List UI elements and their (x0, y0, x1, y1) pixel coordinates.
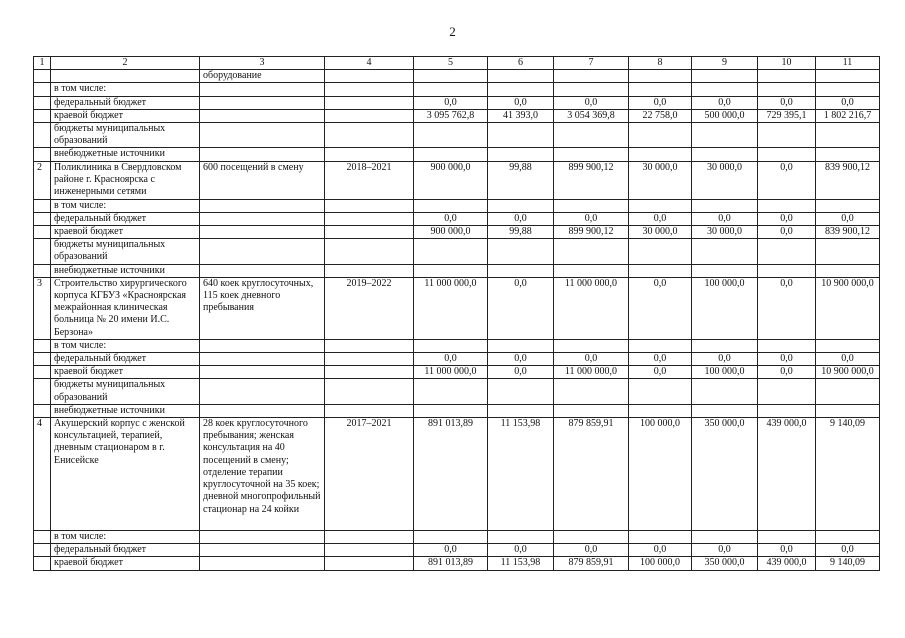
cell-col-6: 41 393,0 (488, 109, 554, 122)
cell-col-7 (554, 199, 629, 212)
cell-col-4 (325, 96, 414, 109)
cell-col-8: 100 000,0 (629, 418, 692, 531)
header-cell: 6 (488, 57, 554, 70)
cell-col-11 (816, 404, 880, 417)
cell-col-8: 0,0 (629, 96, 692, 109)
cell-col-6 (488, 123, 554, 148)
cell-col-10: 729 395,1 (758, 109, 816, 122)
cell-col-11: 10 900 000,0 (816, 277, 880, 339)
cell-col-1 (34, 379, 51, 404)
cell-col-10: 0,0 (758, 544, 816, 557)
cell-col-1 (34, 404, 51, 417)
cell-col-5 (414, 339, 488, 352)
table-header-row (34, 57, 880, 70)
table-row (34, 70, 880, 83)
cell-col-7: 11 000 000,0 (554, 277, 629, 339)
cell-col-6: 99,88 (488, 161, 554, 199)
cell-col-5 (414, 199, 488, 212)
cell-col-8: 30 000,0 (629, 226, 692, 239)
cell-col-8 (629, 199, 692, 212)
cell-col-9: 0,0 (692, 544, 758, 557)
cell-col-6 (488, 264, 554, 277)
header-cell: 5 (414, 57, 488, 70)
header-cell: 11 (816, 57, 880, 70)
table-row (34, 379, 880, 404)
cell-col-2: краевой бюджет (51, 557, 200, 570)
cell-col-8 (629, 531, 692, 544)
cell-col-2: внебюджетные источники (51, 264, 200, 277)
cell-col-2: краевой бюджет (51, 366, 200, 379)
cell-col-1 (34, 531, 51, 544)
cell-col-5: 0,0 (414, 353, 488, 366)
cell-col-11 (816, 123, 880, 148)
cell-col-10 (758, 70, 816, 83)
cell-col-4 (325, 379, 414, 404)
cell-col-11: 1 802 216,7 (816, 109, 880, 122)
cell-col-6: 0,0 (488, 366, 554, 379)
cell-col-7 (554, 404, 629, 417)
cell-col-4 (325, 264, 414, 277)
cell-col-6 (488, 379, 554, 404)
cell-col-10: 0,0 (758, 353, 816, 366)
cell-col-6 (488, 199, 554, 212)
cell-col-5 (414, 148, 488, 161)
cell-col-1: 3 (34, 277, 51, 339)
cell-col-6 (488, 531, 554, 544)
cell-col-9: 30 000,0 (692, 161, 758, 199)
cell-col-2: в том числе: (51, 339, 200, 352)
cell-col-3: 28 коек круглосуточного пребывания; женская консультация на 40 посещений в смену; отделение терапии круглосуточной на 35 коек; дневной многопрофильный стационар на 24 койки (200, 418, 325, 531)
cell-col-2: внебюджетные источники (51, 404, 200, 417)
cell-col-5: 11 000 000,0 (414, 277, 488, 339)
table-row (34, 404, 880, 417)
cell-col-6: 11 153,98 (488, 418, 554, 531)
cell-col-3 (200, 264, 325, 277)
cell-col-4: 2018–2021 (325, 161, 414, 199)
cell-col-10 (758, 123, 816, 148)
cell-col-11: 9 140,09 (816, 557, 880, 570)
cell-col-7 (554, 379, 629, 404)
cell-col-9 (692, 239, 758, 264)
table-row (34, 199, 880, 212)
cell-col-9 (692, 148, 758, 161)
table-row (34, 277, 880, 339)
cell-col-2: в том числе: (51, 83, 200, 96)
cell-col-1 (34, 353, 51, 366)
cell-col-8: 0,0 (629, 366, 692, 379)
cell-col-11: 839 900,12 (816, 226, 880, 239)
cell-col-1 (34, 544, 51, 557)
cell-col-4 (325, 226, 414, 239)
cell-col-2: бюджеты муниципальных образований (51, 239, 200, 264)
cell-col-3 (200, 83, 325, 96)
cell-col-2: Поликлиника в Свердловском районе г. Красноярска с инженерными сетями (51, 161, 200, 199)
cell-col-2: бюджеты муниципальных образований (51, 123, 200, 148)
cell-col-9 (692, 339, 758, 352)
cell-col-10 (758, 404, 816, 417)
cell-col-9: 100 000,0 (692, 366, 758, 379)
budget-table (33, 56, 880, 571)
table-row (34, 226, 880, 239)
cell-col-5: 0,0 (414, 544, 488, 557)
cell-col-11: 0,0 (816, 96, 880, 109)
cell-col-10 (758, 531, 816, 544)
cell-col-5: 900 000,0 (414, 161, 488, 199)
header-cell: 8 (629, 57, 692, 70)
table-row (34, 353, 880, 366)
cell-col-9: 0,0 (692, 212, 758, 225)
cell-col-4 (325, 353, 414, 366)
cell-col-5 (414, 531, 488, 544)
cell-col-7: 0,0 (554, 212, 629, 225)
cell-col-4 (325, 239, 414, 264)
cell-col-4 (325, 148, 414, 161)
cell-col-4 (325, 339, 414, 352)
cell-col-4 (325, 199, 414, 212)
cell-col-2: Строительство хирургического корпуса КГБУЗ «Красноярская межрайонная клиническая больница № 20 имени И.С. Берзона» (51, 277, 200, 339)
cell-col-6: 11 153,98 (488, 557, 554, 570)
cell-col-8: 100 000,0 (629, 557, 692, 570)
cell-col-1 (34, 83, 51, 96)
cell-col-1 (34, 123, 51, 148)
cell-col-9 (692, 199, 758, 212)
cell-col-5 (414, 70, 488, 83)
cell-col-8: 22 758,0 (629, 109, 692, 122)
cell-col-11 (816, 264, 880, 277)
cell-col-7: 3 054 369,8 (554, 109, 629, 122)
table-row (34, 83, 880, 96)
cell-col-11 (816, 70, 880, 83)
cell-col-1 (34, 264, 51, 277)
table-row (34, 418, 880, 531)
cell-col-10: 439 000,0 (758, 557, 816, 570)
cell-col-5 (414, 264, 488, 277)
cell-col-10: 0,0 (758, 226, 816, 239)
cell-col-4 (325, 544, 414, 557)
cell-col-8: 30 000,0 (629, 161, 692, 199)
cell-col-6 (488, 70, 554, 83)
table-row (34, 96, 880, 109)
cell-col-3 (200, 96, 325, 109)
cell-col-5 (414, 239, 488, 264)
cell-col-7 (554, 531, 629, 544)
cell-col-6: 0,0 (488, 544, 554, 557)
table-row (34, 339, 880, 352)
cell-col-9: 0,0 (692, 353, 758, 366)
cell-col-3: оборудование (200, 70, 325, 83)
table-row (34, 366, 880, 379)
cell-col-6 (488, 148, 554, 161)
cell-col-3 (200, 531, 325, 544)
cell-col-7 (554, 83, 629, 96)
cell-col-7 (554, 264, 629, 277)
cell-col-3 (200, 379, 325, 404)
cell-col-11: 0,0 (816, 353, 880, 366)
cell-col-7 (554, 339, 629, 352)
cell-col-4 (325, 109, 414, 122)
table-row (34, 109, 880, 122)
cell-col-3 (200, 239, 325, 264)
cell-col-7: 899 900,12 (554, 161, 629, 199)
table-row (34, 161, 880, 199)
table-row (34, 239, 880, 264)
cell-col-6 (488, 83, 554, 96)
cell-col-3 (200, 339, 325, 352)
cell-col-1 (34, 557, 51, 570)
cell-col-1 (34, 212, 51, 225)
cell-col-4 (325, 366, 414, 379)
cell-col-9 (692, 83, 758, 96)
cell-col-1 (34, 339, 51, 352)
cell-col-10 (758, 239, 816, 264)
cell-col-9: 500 000,0 (692, 109, 758, 122)
cell-col-6 (488, 339, 554, 352)
cell-col-6: 0,0 (488, 353, 554, 366)
cell-col-1: 4 (34, 418, 51, 531)
cell-col-8: 0,0 (629, 212, 692, 225)
cell-col-7: 879 859,91 (554, 557, 629, 570)
header-cell: 3 (200, 57, 325, 70)
cell-col-3 (200, 123, 325, 148)
cell-col-9 (692, 123, 758, 148)
cell-col-8 (629, 239, 692, 264)
cell-col-5: 0,0 (414, 212, 488, 225)
cell-col-9 (692, 531, 758, 544)
cell-col-8 (629, 339, 692, 352)
cell-col-10 (758, 379, 816, 404)
cell-col-7 (554, 148, 629, 161)
cell-col-7: 0,0 (554, 353, 629, 366)
cell-col-6: 0,0 (488, 96, 554, 109)
cell-col-10 (758, 148, 816, 161)
cell-col-7 (554, 239, 629, 264)
cell-col-5: 900 000,0 (414, 226, 488, 239)
cell-col-1 (34, 366, 51, 379)
cell-col-9: 100 000,0 (692, 277, 758, 339)
header-cell: 4 (325, 57, 414, 70)
cell-col-9: 30 000,0 (692, 226, 758, 239)
cell-col-3 (200, 199, 325, 212)
table-row (34, 123, 880, 148)
cell-col-10: 439 000,0 (758, 418, 816, 531)
table-row (34, 148, 880, 161)
cell-col-11 (816, 239, 880, 264)
cell-col-1 (34, 199, 51, 212)
cell-col-10: 0,0 (758, 366, 816, 379)
cell-col-7: 899 900,12 (554, 226, 629, 239)
cell-col-6 (488, 404, 554, 417)
cell-col-5 (414, 83, 488, 96)
cell-col-6 (488, 239, 554, 264)
cell-col-11 (816, 83, 880, 96)
cell-col-11: 0,0 (816, 212, 880, 225)
cell-col-3 (200, 353, 325, 366)
cell-col-9 (692, 404, 758, 417)
cell-col-4 (325, 212, 414, 225)
cell-col-3 (200, 544, 325, 557)
cell-col-3 (200, 148, 325, 161)
cell-col-9 (692, 264, 758, 277)
cell-col-3: 640 коек круглосуточных, 115 коек дневного пребывания (200, 277, 325, 339)
cell-col-3 (200, 366, 325, 379)
cell-col-4: 2017–2021 (325, 418, 414, 531)
cell-col-9: 350 000,0 (692, 557, 758, 570)
cell-col-10 (758, 83, 816, 96)
cell-col-11 (816, 379, 880, 404)
cell-col-11 (816, 339, 880, 352)
cell-col-1 (34, 109, 51, 122)
cell-col-10: 0,0 (758, 96, 816, 109)
cell-col-6: 0,0 (488, 212, 554, 225)
cell-col-1: 2 (34, 161, 51, 199)
cell-col-3 (200, 109, 325, 122)
cell-col-9 (692, 70, 758, 83)
cell-col-5 (414, 123, 488, 148)
cell-col-11: 839 900,12 (816, 161, 880, 199)
cell-col-7 (554, 123, 629, 148)
cell-col-1 (34, 226, 51, 239)
cell-col-4 (325, 404, 414, 417)
cell-col-7: 11 000 000,0 (554, 366, 629, 379)
cell-col-10: 0,0 (758, 212, 816, 225)
cell-col-11: 10 900 000,0 (816, 366, 880, 379)
cell-col-9: 0,0 (692, 96, 758, 109)
cell-col-5: 0,0 (414, 96, 488, 109)
cell-col-2 (51, 70, 200, 83)
cell-col-4 (325, 557, 414, 570)
header-cell: 9 (692, 57, 758, 70)
cell-col-3: 600 посещений в смену (200, 161, 325, 199)
cell-col-8 (629, 70, 692, 83)
cell-col-6: 0,0 (488, 277, 554, 339)
cell-col-3 (200, 226, 325, 239)
cell-col-10: 0,0 (758, 161, 816, 199)
cell-col-4 (325, 123, 414, 148)
cell-col-2: Акушерский корпус с женской консультацией, терапией, дневным стационаром в г. Енисейске (51, 418, 200, 531)
cell-col-8 (629, 379, 692, 404)
cell-col-2: в том числе: (51, 531, 200, 544)
cell-col-8 (629, 264, 692, 277)
table-row (34, 212, 880, 225)
cell-col-5: 11 000 000,0 (414, 366, 488, 379)
cell-col-11 (816, 199, 880, 212)
cell-col-2: внебюджетные источники (51, 148, 200, 161)
cell-col-2: федеральный бюджет (51, 353, 200, 366)
cell-col-11 (816, 148, 880, 161)
cell-col-11: 0,0 (816, 544, 880, 557)
cell-col-7: 879 859,91 (554, 418, 629, 531)
page-number: 2 (449, 24, 456, 39)
cell-col-11: 9 140,09 (816, 418, 880, 531)
header-cell: 2 (51, 57, 200, 70)
table-body (34, 57, 880, 571)
cell-col-8: 0,0 (629, 544, 692, 557)
table-row (34, 544, 880, 557)
table-row (34, 557, 880, 570)
cell-col-7: 0,0 (554, 544, 629, 557)
cell-col-8 (629, 123, 692, 148)
cell-col-3 (200, 557, 325, 570)
cell-col-10 (758, 339, 816, 352)
cell-col-8: 0,0 (629, 353, 692, 366)
cell-col-2: федеральный бюджет (51, 96, 200, 109)
cell-col-8 (629, 83, 692, 96)
cell-col-1 (34, 96, 51, 109)
cell-col-1 (34, 70, 51, 83)
cell-col-2: в том числе: (51, 199, 200, 212)
cell-col-2: краевой бюджет (51, 226, 200, 239)
cell-col-6: 99,88 (488, 226, 554, 239)
cell-col-2: федеральный бюджет (51, 212, 200, 225)
cell-col-8 (629, 404, 692, 417)
cell-col-8 (629, 148, 692, 161)
cell-col-4: 2019–2022 (325, 277, 414, 339)
cell-col-2: федеральный бюджет (51, 544, 200, 557)
table-row (34, 531, 880, 544)
header-cell: 10 (758, 57, 816, 70)
cell-col-4 (325, 531, 414, 544)
cell-col-8: 0,0 (629, 277, 692, 339)
cell-col-3 (200, 404, 325, 417)
cell-col-3 (200, 212, 325, 225)
cell-col-5 (414, 379, 488, 404)
cell-col-1 (34, 239, 51, 264)
cell-col-9 (692, 379, 758, 404)
table-row (34, 264, 880, 277)
cell-col-2: бюджеты муниципальных образований (51, 379, 200, 404)
cell-col-7 (554, 70, 629, 83)
header-cell: 1 (34, 57, 51, 70)
cell-col-10: 0,0 (758, 277, 816, 339)
cell-col-4 (325, 70, 414, 83)
cell-col-4 (325, 83, 414, 96)
cell-col-9: 350 000,0 (692, 418, 758, 531)
cell-col-2: краевой бюджет (51, 109, 200, 122)
cell-col-10 (758, 199, 816, 212)
cell-col-5: 891 013,89 (414, 418, 488, 531)
cell-col-5: 891 013,89 (414, 557, 488, 570)
cell-col-1 (34, 148, 51, 161)
cell-col-7: 0,0 (554, 96, 629, 109)
header-cell: 7 (554, 57, 629, 70)
cell-col-5 (414, 404, 488, 417)
cell-col-10 (758, 264, 816, 277)
cell-col-5: 3 095 762,8 (414, 109, 488, 122)
cell-col-11 (816, 531, 880, 544)
